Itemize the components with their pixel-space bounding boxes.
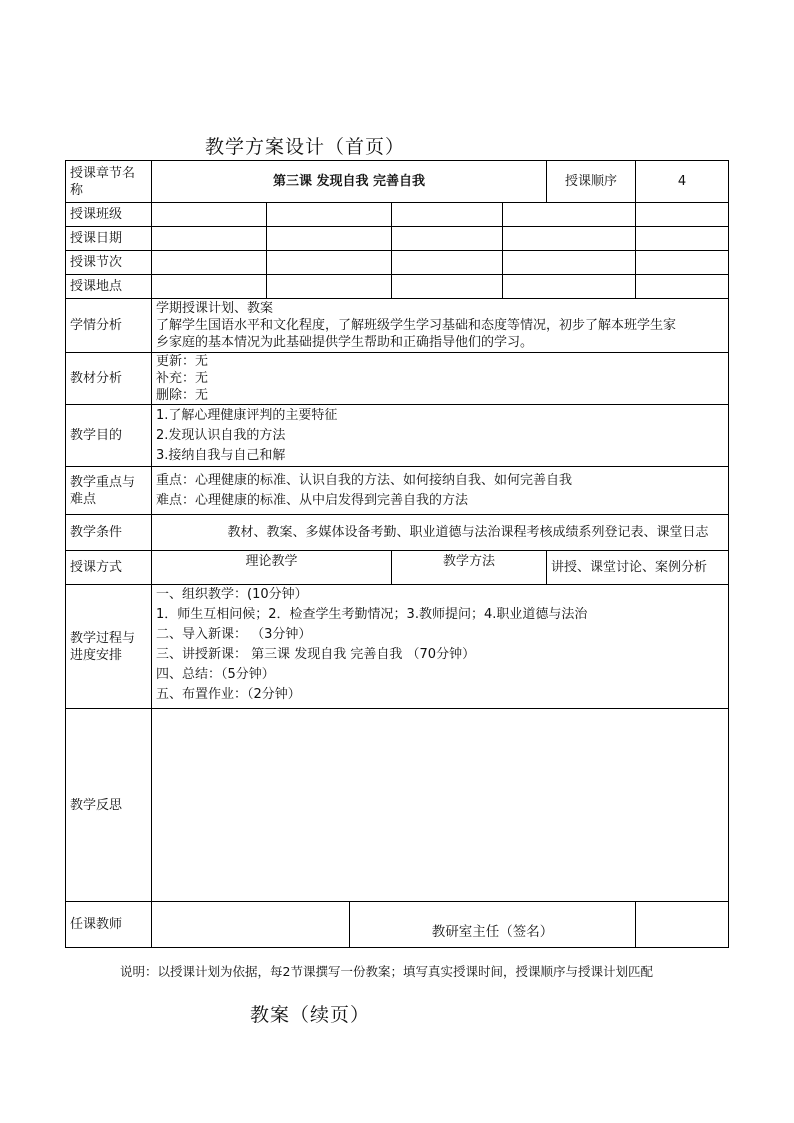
mode-label: 授课方式 [66,551,152,585]
focus-label: 教学重点与难点 [66,467,152,515]
focus-content[interactable] [152,467,729,515]
class-cell-4[interactable] [503,203,636,227]
class-cell-1[interactable] [152,203,267,227]
place-cell-5[interactable] [636,275,729,299]
continuation-title: 教案（续页） [250,1004,371,1026]
conditions-label: 教学条件 [66,515,152,551]
teacher-label: 任课教师 [66,902,152,948]
material-content[interactable] [152,353,729,405]
material-label: 教材分析 [66,353,152,405]
date-cell-1[interactable] [152,227,267,251]
order-value[interactable]: 4 [636,161,729,203]
period-cell-3[interactable] [392,251,503,275]
goals-row [66,405,729,467]
class-label: 授课班级 [66,203,152,227]
mode-value[interactable]: 理论教学 [152,551,392,585]
goals-label: 教学目的 [66,405,152,467]
place-cell-4[interactable] [503,275,636,299]
goal-item: 3.接纳自我与自己和解 [156,447,286,463]
class-cell-3[interactable] [392,203,503,227]
period-cell-1[interactable] [152,251,267,275]
chapter-row [66,161,729,203]
order-label: 授课顺序 [547,161,636,203]
date-cell-4[interactable] [503,227,636,251]
process-line: 1．师生互相问候；2．检查学生考勤情况；3.教师提问；4.职业道德与法治 [156,607,588,622]
mode-row [66,551,729,585]
chapter-value[interactable]: 第三课 发现自我 完善自我 [152,161,547,203]
method-label: 教学方法 [392,551,547,585]
page-title: 教学方案设计（首页） [205,136,406,158]
chapter-label: 授课章节名称 [66,161,152,203]
learner-row [66,299,729,353]
focus-difficult: 难点：心理健康的标准、从中启发得到完善自我的方法 [156,492,469,508]
place-cell-1[interactable] [152,275,267,299]
process-label: 教学过程与进度安排 [66,585,152,709]
class-row [66,203,729,227]
learner-content[interactable] [152,299,729,353]
learner-line: 学期授课计划、教案 [156,301,274,316]
goal-item: 1.了解心理健康评判的主要特征 [156,407,338,423]
class-cell-5[interactable] [636,203,729,227]
material-row [66,353,729,405]
period-cell-4[interactable] [503,251,636,275]
reflection-content[interactable] [152,709,729,902]
process-line: 三、讲授新课： 第三课 发现自我 完善自我 （70分钟） [156,647,476,662]
director-cell[interactable] [636,902,729,948]
period-label: 授课节次 [66,251,152,275]
learner-label: 学情分析 [66,299,152,353]
process-line: 二、导入新课： （3分钟） [156,627,312,642]
place-cell-3[interactable] [392,275,503,299]
process-content[interactable] [152,585,729,709]
place-label: 授课地点 [66,275,152,299]
goal-item: 2.发现认识自我的方法 [156,427,286,443]
class-cell-2[interactable] [267,203,392,227]
reflection-row [66,709,729,902]
material-line: 更新：无 [156,354,209,369]
date-cell-2[interactable] [267,227,392,251]
period-row [66,251,729,275]
signature-row [66,902,729,948]
reflection-label: 教学反思 [66,709,152,902]
learner-line: 了解学生国语水平和文化程度，了解班级学生学习基础和态度等情况，初步了解本班学生家 [156,318,677,333]
process-line: 五、布置作业：（2分钟） [156,687,301,702]
conditions-value[interactable]: 教材、教案、多媒体设备考勤、职业道德与法治课程考核成绩系列登记表、课堂日志 [152,515,729,551]
period-cell-5[interactable] [636,251,729,275]
date-cell-5[interactable] [636,227,729,251]
method-value[interactable]: 讲授、课堂讨论、案例分析 [547,551,729,585]
goals-content[interactable] [152,405,729,467]
date-label: 授课日期 [66,227,152,251]
place-row [66,275,729,299]
learner-line: 乡家庭的基本情况为此基础提供学生帮助和正确指导他们的学习。 [156,335,534,350]
date-row [66,227,729,251]
lesson-plan-table [65,160,729,948]
material-line: 删除：无 [156,388,209,403]
focus-row [66,467,729,515]
place-cell-2[interactable] [267,275,392,299]
period-cell-2[interactable] [267,251,392,275]
teacher-cell[interactable] [152,902,350,948]
process-row [66,585,729,709]
director-label: 教研室主任（签名） [350,902,636,948]
process-line: 一、组织教学：(10分钟） [156,587,308,602]
process-line: 四、总结：（5分钟） [156,667,275,682]
conditions-row [66,515,729,551]
focus-key: 重点：心理健康的标准、认识自我的方法、如何接纳自我、如何完善自我 [156,472,573,488]
form-note: 说明：以授课计划为依据，每2节课撰写一份教案；填写真实授课时间，授课顺序与授课计划匹配 [120,964,653,979]
date-cell-3[interactable] [392,227,503,251]
material-line: 补充：无 [156,371,209,386]
